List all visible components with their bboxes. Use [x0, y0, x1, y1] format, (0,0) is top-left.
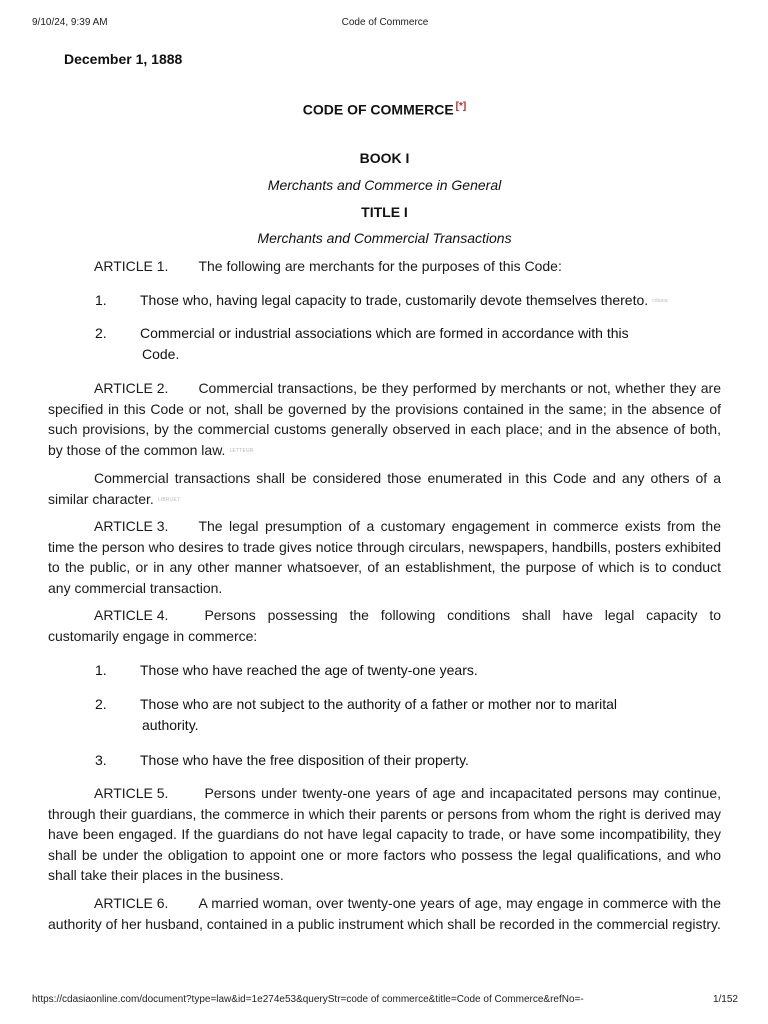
- list-item-number: 2.: [95, 696, 107, 712]
- article-2-paragraph-2: [48, 468, 721, 510]
- list-item-number: 1.: [95, 292, 107, 308]
- list-item-number: 1.: [95, 662, 107, 678]
- print-datetime: 9/10/24, 9:39 AM: [32, 17, 108, 28]
- article-3-label: ARTICLE 3.: [94, 518, 169, 534]
- list-item: [95, 660, 655, 681]
- print-page-number: 1/152: [712, 994, 738, 1005]
- print-url: https://cdasiaonline.com/document?type=law&id=1e274e53&queryStr=code of commerce&title=Code of Commerce&refNo=-: [32, 994, 584, 1005]
- watermark-tag: LETTEUR: [229, 447, 254, 454]
- list-item-text: Those who have the free disposition of their property.: [140, 752, 469, 768]
- article-5: [48, 783, 721, 886]
- list-item-text: [140, 323, 655, 365]
- title-heading: TITLE I: [361, 204, 408, 220]
- footnote-link[interactable]: [*]: [455, 101, 467, 112]
- article-1-text: The following are merchants for the purposes of this Code:: [198, 258, 562, 274]
- code-title-text: CODE OF COMMERCE: [302, 101, 454, 118]
- article-2-text: Commercial transactions, be they performed by merchants or not, whether they are specified in this Code or not, shall be governed by the provisions contained in the same; in the absence of such provisions, by the commercial customs generally observed in each place; and in the absence of both, by those of the common law.: [48, 380, 721, 458]
- article-5-text: Persons under twenty-one years of age and incapacitated persons may continue, through their guardians, the commerce in which their parents or persons from whom the right is derived may have been engaged. If the guardians do not have legal capacity to trade, or have some incompatibility, they shall be under the obligation to appoint one or more factors who possess the legal qualifications, and who shall take their places in the business.: [48, 785, 721, 884]
- article-6-label: ARTICLE 6.: [94, 895, 169, 911]
- title-subtitle: Merchants and Commercial Transactions: [257, 230, 512, 246]
- article-6-text: A married woman, over twenty-one years of age, may engage in commerce with the authority of her husband, contained in a public instrument which shall be recorded in the commercial registry.: [48, 895, 721, 932]
- list-item-number: 2.: [95, 325, 107, 341]
- list-item-text-line: Those who, having legal capacity to trade, customarily devote themselves thereto.: [140, 292, 649, 308]
- article-4-text: Persons possessing the following conditions shall have legal capacity to customarily engage in commerce:: [48, 607, 721, 644]
- list-item-text-cont: Code.: [142, 346, 180, 362]
- article-2-para2-text: Commercial transactions shall be considered those enumerated in this Code and any others of a similar character.: [48, 470, 721, 507]
- book-heading: BOOK I: [359, 150, 410, 166]
- watermark-tag: LIBRUET: [157, 496, 181, 503]
- article-1: [48, 256, 721, 277]
- list-item: [95, 323, 655, 365]
- list-item: [95, 694, 655, 736]
- article-2-label: ARTICLE 2.: [94, 380, 169, 396]
- list-item-text-line: Those who are not subject to the authority of a father or mother nor to marital: [140, 696, 618, 712]
- list-item-text-cont: authority.: [142, 717, 199, 733]
- article-6: [48, 893, 721, 934]
- list-item: [95, 290, 735, 312]
- list-item: [95, 750, 655, 771]
- article-3-text: The legal presumption of a customary engagement in commerce exists from the time the person who desires to trade gives notice through circulars, newspapers, handbills, posters exhibited to the public, or in any other manner whatsoever, of an establishment, the purpose of which is to conduct any commercial transaction.: [48, 518, 721, 596]
- list-item-text: [140, 290, 735, 312]
- document-date: December 1, 1888: [64, 51, 183, 67]
- article-3: [48, 516, 721, 598]
- watermark-tag: cdasia: [652, 297, 668, 304]
- article-1-label: ARTICLE 1.: [94, 258, 169, 274]
- article-4: [48, 605, 721, 646]
- list-item-number: 3.: [95, 752, 107, 768]
- article-2: [48, 378, 721, 461]
- article-5-label: ARTICLE 5.: [94, 785, 169, 801]
- list-item-text: [140, 694, 655, 736]
- article-4-label: ARTICLE 4.: [94, 607, 169, 623]
- print-title: Code of Commerce: [341, 17, 429, 28]
- list-item-text: Those who have reached the age of twenty-one years.: [140, 662, 478, 678]
- code-title: [48, 101, 721, 118]
- list-item-text-line: Commercial or industrial associations which are formed in accordance with this: [140, 325, 629, 341]
- book-subtitle: Merchants and Commerce in General: [267, 177, 502, 193]
